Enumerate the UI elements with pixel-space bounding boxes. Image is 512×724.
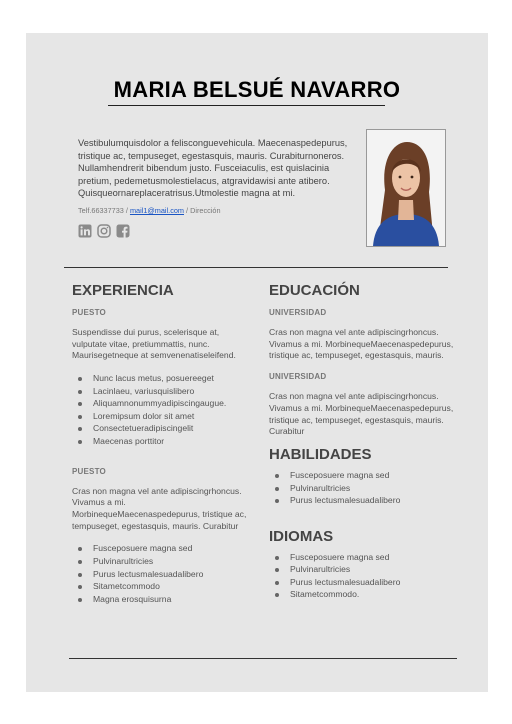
- left-column: [72, 282, 252, 605]
- skills-list: [269, 469, 461, 507]
- skills-heading: HABILIDADES: [269, 445, 372, 463]
- list-item: Sitametcommodo: [72, 580, 252, 593]
- list-item: Consectetueradipiscingelit: [72, 422, 252, 435]
- portrait-illustration: [367, 130, 445, 246]
- name-underline: [108, 105, 385, 106]
- email-link[interactable]: mail1@mail.com: [129, 206, 184, 215]
- education-description: Cras non magna vel ante adipiscingrhoncus. Vivamus a mi. MorbinequeMaecenaspedepurus, tristique ac, tempuseget, egestasquis, mauris.: [269, 327, 454, 361]
- facebook-icon[interactable]: [116, 224, 130, 238]
- contact-line: [78, 206, 221, 215]
- job-title: PUESTO: [72, 466, 106, 476]
- list-item: Purus lectusmalesuadalibero: [269, 576, 461, 589]
- experience-heading: EXPERIENCIA: [72, 282, 174, 299]
- contact-separator: /: [186, 206, 189, 215]
- list-item: Nunc lacus metus, posuereeget: [72, 372, 252, 385]
- list-item: Fusceposuere magna sed: [269, 551, 461, 564]
- candidate-name: MARIA BELSUÉ NAVARRO: [113, 77, 401, 102]
- list-item: Aliquamnonummyadipiscingaugue.: [72, 397, 252, 410]
- job-bullets: [72, 542, 252, 605]
- education-heading: EDUCACIÓN: [269, 282, 360, 299]
- languages-list: [269, 551, 461, 601]
- job-description: Cras non magna vel ante adipiscingrhoncus. Vivamus a mi. MorbinequeMaecenaspedepurus, tristique ac, tempuseget, egestasquis, mauris. Curabitur: [72, 485, 247, 531]
- education-description: Cras non magna vel ante adipiscingrhoncus. Vivamus a mi. MorbinequeMaecenaspedepurus, tristique ac, tempuseget, egestasquis, mauris. Curabitur: [269, 391, 454, 437]
- list-item: Lacinlaeu, variusquislibero: [72, 385, 252, 398]
- linkedin-icon[interactable]: [78, 224, 92, 238]
- contact-separator: /: [125, 206, 128, 215]
- job-title: PUESTO: [72, 308, 106, 317]
- job-bullets: [72, 372, 252, 448]
- education-label: UNIVERSIDAD: [269, 372, 327, 382]
- list-item: Pulvinarultricies: [269, 482, 461, 495]
- list-item: Purus lectusmalesuadalibero: [269, 494, 461, 507]
- profile-photo: [366, 129, 446, 247]
- right-column: [269, 282, 461, 601]
- resume-page: [26, 33, 488, 692]
- list-item: Magna erosquisurna: [72, 593, 252, 606]
- list-item: Pulvinarultricies: [72, 555, 252, 568]
- social-icons: [78, 224, 130, 238]
- phone-text: Telf.66337733: [78, 206, 124, 215]
- job-description: Suspendisse dui purus, scelerisque at, vulputate vitae, pretiummattis, nunc. Maurisegetneque at semvenenatiseleifend.: [72, 327, 236, 361]
- section-divider-bottom: [69, 658, 457, 659]
- list-item: Fusceposuere magna sed: [269, 469, 461, 482]
- list-item: Loremipsum dolor sit amet: [72, 410, 252, 423]
- list-item: Fusceposuere magna sed: [72, 542, 252, 555]
- languages-heading: IDIOMAS: [269, 527, 334, 545]
- education-label: UNIVERSIDAD: [269, 308, 327, 317]
- address-text: Dirección: [190, 206, 221, 215]
- instagram-icon[interactable]: [97, 224, 111, 238]
- list-item: Purus lectusmalesuadalibero: [72, 568, 252, 581]
- list-item: Pulvinarultricies: [269, 563, 461, 576]
- list-item: Sitametcommodo.: [269, 588, 461, 601]
- list-item: Maecenas porttitor: [72, 435, 252, 448]
- intro-paragraph: Vestibulumquisdolor a felisconguevehicula. Maecenaspedepurus, tristique ac, tempuseget, egestasquis, mauris. Curabiturnoneros. Nullamhendrerit bibendum justo. Fusceiaculis, est quislacinia pretium, pedemetusmolestielacus, atgravidawisi ante atibero. Quisqueornareplaceratrisus.Utmolestie magna at mi.: [78, 138, 348, 198]
- section-divider-top: [64, 267, 448, 268]
